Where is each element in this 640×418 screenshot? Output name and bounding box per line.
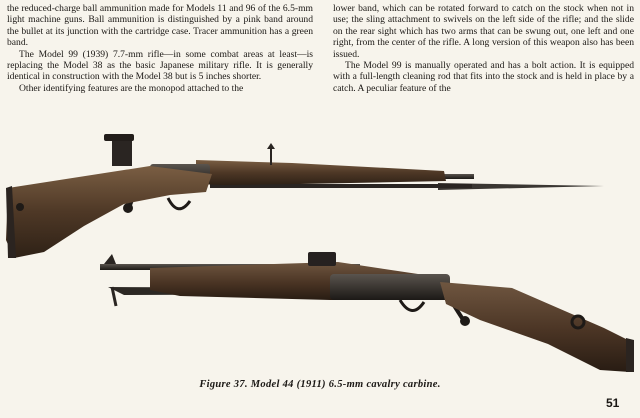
paragraph: The Model 99 (1939) 7.7-mm rifle—in some combat areas at least—is replacing the Model 38 as the basic Japanese military rifle. It is generally identical in construction with the Model 38 but is 5 inches shorter. <box>7 48 313 83</box>
figure-caption: Figure 37. Model 44 (1911) 6.5-mm cavalry carbine. <box>199 379 441 390</box>
upper-forestock <box>196 160 446 185</box>
paragraph: the reduced-charge ball ammunition made for Models 11 and 96 of the 6.5-mm light machine guns. Ball ammunition is distinguished by a pink band around the bullet at its junction with the cartridge case. Tracer ammunition has a green band. <box>7 3 313 49</box>
upper-carbine <box>6 134 604 258</box>
lower-carbine <box>100 252 634 372</box>
lower-buttstock <box>440 282 632 372</box>
paragraph: Other identifying features are the monopod attached to the <box>19 82 244 94</box>
page-number: 51 <box>606 396 620 410</box>
lower-receiver <box>330 274 450 300</box>
paragraph: lower band, which can be rotated forward to catch on the stock when not in use; the sling attachment to swivels on the left side of the rifle; and the slide on the rear sight which has two arms that can be swung out, one left and one right, from the center of the rifle. A long version of this weapon also has been issued. <box>333 3 634 60</box>
upper-buttstock <box>6 166 212 258</box>
paragraph: The Model 99 is manually operated and has a bolt action. It is equipped with a full-length cleaning rod that fits into the stock and is held in place by a catch. A peculiar feature of the <box>333 60 634 94</box>
